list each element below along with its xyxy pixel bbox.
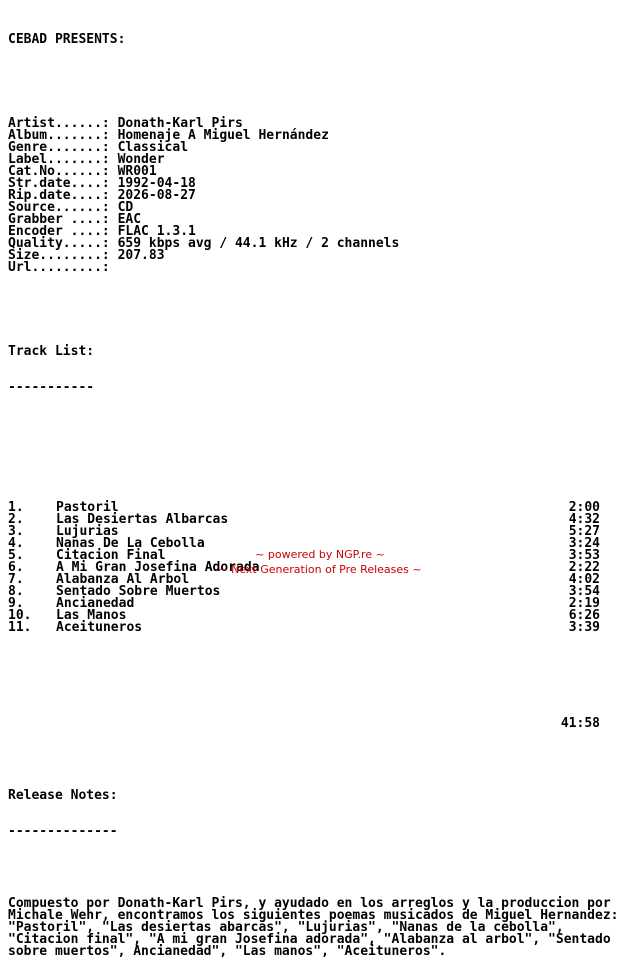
presents-heading: CEBAD PRESENTS: xyxy=(8,32,126,47)
track-duration: 3:54 xyxy=(568,584,600,599)
info-row xyxy=(8,262,638,274)
track-title: Pastoril xyxy=(56,500,119,515)
info-value: 2026-08-27 xyxy=(117,188,196,203)
info-value: 1992-04-18 xyxy=(117,176,196,191)
track-number: 9. xyxy=(8,596,24,611)
track-duration: 3:39 xyxy=(568,620,600,635)
info-value: CD xyxy=(117,200,134,215)
spacer xyxy=(8,310,638,322)
track-title: A Mi Gran Josefina Adorada xyxy=(56,560,260,575)
track-row xyxy=(8,622,638,634)
track-row xyxy=(8,610,638,622)
track-title: Sentado Sobre Muertos xyxy=(56,584,221,599)
total-duration: 41:58 xyxy=(560,716,600,731)
info-key: Url.........: xyxy=(8,260,110,275)
track-duration: 3:53 xyxy=(568,548,600,563)
footer-tagline: ~ Next Generation of Pre Releases ~ xyxy=(218,563,422,576)
tracklist-underline: ----------- xyxy=(8,380,95,395)
info-key: Size........: xyxy=(8,248,110,263)
info-key: Artist......: xyxy=(8,116,110,131)
info-block xyxy=(8,118,638,274)
notes-underline: -------------- xyxy=(8,824,118,839)
track-title: Aceituneros xyxy=(56,620,143,635)
info-key: Source......: xyxy=(8,200,110,215)
track-title: Las Manos xyxy=(56,608,127,623)
info-key: Rip.date....: xyxy=(8,188,110,203)
info-key: Cat.No......: xyxy=(8,164,110,179)
track-duration: 4:32 xyxy=(568,512,600,527)
info-key: Str.date....: xyxy=(8,176,110,191)
info-key: Album.......: xyxy=(8,128,110,143)
track-duration: 6:26 xyxy=(568,608,600,623)
track-duration: 2:00 xyxy=(568,500,600,515)
track-number: 11. xyxy=(8,620,32,635)
track-title: Nanas De La Cebolla xyxy=(56,536,205,551)
track-number: 1. xyxy=(8,500,24,515)
track-title: Citacion Final xyxy=(56,548,166,563)
info-key: Grabber ....: xyxy=(8,212,110,227)
nfo-document xyxy=(8,10,638,970)
spacer xyxy=(8,670,638,682)
track-number: 2. xyxy=(8,512,24,527)
track-title: Lujurias xyxy=(56,524,119,539)
track-number: 7. xyxy=(8,572,24,587)
info-value: Homenaje A Miguel Hernández xyxy=(117,128,329,143)
track-number: 5. xyxy=(8,548,24,563)
track-number: 3. xyxy=(8,524,24,539)
info-value: EAC xyxy=(117,212,142,227)
info-key: Genre.......: xyxy=(8,140,110,155)
track-number: 4. xyxy=(8,536,24,551)
track-duration: 5:27 xyxy=(568,524,600,539)
info-value: Wonder xyxy=(117,152,165,167)
track-number: 8. xyxy=(8,584,24,599)
footer-powered-by: ~ powered by NGP.re ~ xyxy=(255,548,385,561)
info-value: 659 kbps avg / 44.1 kHz / 2 channels xyxy=(117,236,400,251)
track-number: 6. xyxy=(8,560,24,575)
info-key: Label.......: xyxy=(8,152,110,167)
info-key: Quality.....: xyxy=(8,236,110,251)
info-value: 207.83 xyxy=(117,248,165,263)
info-value: FLAC 1.3.1 xyxy=(117,224,196,239)
spacer xyxy=(8,862,638,874)
spacer xyxy=(8,454,638,466)
info-value: WR001 xyxy=(117,164,157,179)
track-title: Las Desiertas Albarcas xyxy=(56,512,229,527)
release-notes-text: Compuesto por Donath-Karl Pirs, y ayudado en los arreglos y la produccion por Michale Wehr, encontramos los siguientes poemas musicados de Miguel Hernandez: "Pastoril", "Las desiertas abarcas", "Lujurias", "Nanas de la cebolla", "Citacion final", "A mi gran Josefina adorada", "Alabanza al arbol", "Sentado sobre muertos", Ancianedad", "Las manos", "Aceituneros". xyxy=(8,896,619,959)
spacer xyxy=(8,418,638,430)
total-row xyxy=(8,706,638,731)
track-duration: 3:24 xyxy=(568,536,600,551)
track-number: 10. xyxy=(8,608,32,623)
info-key: Encoder ....: xyxy=(8,224,110,239)
info-value: Donath-Karl Pirs xyxy=(117,116,243,131)
notes-heading: Release Notes: xyxy=(8,788,118,803)
info-value: Classical xyxy=(117,140,189,155)
track-duration: 2:19 xyxy=(568,596,600,611)
track-title: Alabanza Al Arbol xyxy=(56,572,190,587)
spacer xyxy=(8,742,638,754)
track-duration: 2:22 xyxy=(568,560,600,575)
track-duration: 4:02 xyxy=(568,572,600,587)
tracklist-heading: Track List: xyxy=(8,344,95,359)
track-title: Ancianedad xyxy=(56,596,135,611)
spacer xyxy=(8,70,638,82)
